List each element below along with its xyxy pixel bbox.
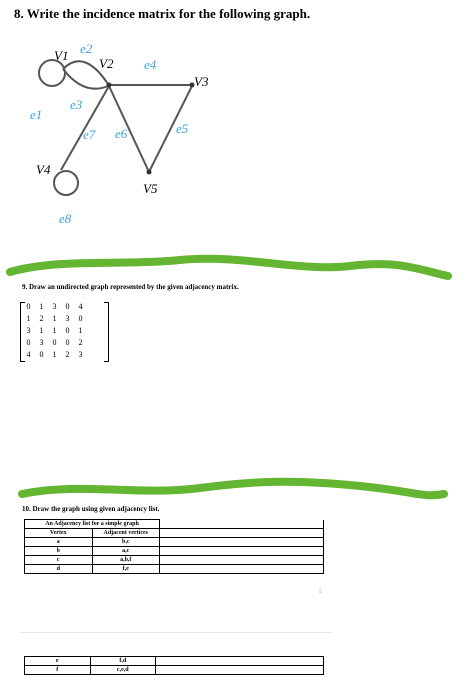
table-caption-row xyxy=(25,520,324,529)
adjacency-list-table xyxy=(24,519,324,574)
edge-label-e7: e7 xyxy=(83,127,96,142)
matrix-cell: 3 xyxy=(26,325,31,335)
matrix-row xyxy=(22,300,108,312)
graph-figure xyxy=(0,0,459,240)
vertex-cell: a xyxy=(25,538,92,546)
edge-label-e6: e6 xyxy=(115,126,128,141)
edge-label-e3: e3 xyxy=(70,97,83,112)
vertex-cell: e xyxy=(25,657,90,665)
table-row xyxy=(25,565,324,574)
matrix-cell: 1 xyxy=(78,325,83,335)
vertex-v5-dot xyxy=(147,170,152,175)
matrix-cell: 1 xyxy=(52,325,57,335)
question-8-title: 8. Write the incidence matrix for the following graph. xyxy=(14,6,311,21)
matrix-cell: 4 xyxy=(26,349,31,359)
adjacent-cell: a,c xyxy=(92,547,159,555)
table-row xyxy=(25,538,324,547)
edge-e1-loop xyxy=(39,60,65,86)
vertex-cell: c xyxy=(25,556,92,564)
matrix-cell: 1 xyxy=(52,349,57,359)
matrix-row xyxy=(22,312,108,324)
edge-label-e2: e2 xyxy=(80,41,93,56)
matrix-cell: 2 xyxy=(78,337,83,347)
matrix-cell: 3 xyxy=(52,301,57,311)
vertex-cell: f xyxy=(25,666,90,674)
vertex-v2-dot xyxy=(107,83,112,88)
adjacent-cell: b,c xyxy=(92,538,159,546)
matrix-bracket-right xyxy=(104,302,109,362)
matrix-cell: 2 xyxy=(39,313,44,323)
edge-e3 xyxy=(63,69,108,89)
question-9-title: 9. Draw an undirected graph represented by the given adjacency matrix. xyxy=(22,283,239,291)
table-row xyxy=(25,547,324,556)
edge-label-e1: e1 xyxy=(30,107,43,122)
matrix-cell: 2 xyxy=(65,349,70,359)
adjacency-list-table-continued xyxy=(24,656,324,675)
matrix-cell: 0 xyxy=(52,337,57,347)
matrix-cell: 1 xyxy=(26,313,31,323)
matrix-cell: 0 xyxy=(78,313,83,323)
matrix-cell: 1 xyxy=(52,313,57,323)
column-header-vertex: Vertex xyxy=(25,529,92,537)
vertex-label-v2: V2 xyxy=(99,56,114,71)
matrix-cell: 0 xyxy=(65,301,70,311)
matrix-cell: 4 xyxy=(78,301,83,311)
matrix-row xyxy=(22,348,108,360)
adjacent-cell: f,e xyxy=(92,565,159,573)
table-row xyxy=(25,657,324,666)
question-10-title: 10. Draw the graph using given adjacency list. xyxy=(22,505,160,513)
matrix-cell: 1 xyxy=(39,301,44,311)
matrix-cell: 0 xyxy=(26,337,31,347)
edge-label-e5: e5 xyxy=(176,121,189,136)
vertex-label-v5: V5 xyxy=(143,181,158,196)
page-mark: 5 xyxy=(319,590,322,595)
column-header-adjacent: Adjacent vertices xyxy=(92,529,159,537)
vertex-cell: d xyxy=(25,565,92,573)
table-caption: An Adjacency list for a simple graph xyxy=(25,520,160,529)
matrix-row xyxy=(22,336,108,348)
vertex-cell: b xyxy=(25,547,92,555)
adjacent-cell: f,d xyxy=(90,657,155,665)
adjacency-matrix xyxy=(22,300,108,362)
matrix-cell: 0 xyxy=(65,325,70,335)
vertex-label-v1: V1 xyxy=(54,48,69,63)
matrix-cell: 0 xyxy=(65,337,70,347)
adjacent-cell: a,b,f xyxy=(92,556,159,564)
matrix-cell: 0 xyxy=(39,349,44,359)
vertex-label-v3: V3 xyxy=(194,74,209,89)
matrix-cell: 3 xyxy=(65,313,70,323)
table-row xyxy=(25,666,324,675)
adjacent-cell: c,e,d xyxy=(90,666,155,674)
edge-label-e8: e8 xyxy=(59,211,72,226)
table-row xyxy=(25,556,324,565)
matrix-cell: 3 xyxy=(39,337,44,347)
table-header-row xyxy=(25,529,324,538)
edge-e8-loop xyxy=(54,171,78,195)
edge-label-e4: e4 xyxy=(144,57,157,72)
matrix-cell: 1 xyxy=(39,325,44,335)
matrix-cell: 3 xyxy=(78,349,83,359)
divider xyxy=(20,632,332,633)
matrix-row xyxy=(22,324,108,336)
matrix-cell: 0 xyxy=(26,301,31,311)
vertex-label-v4: V4 xyxy=(36,162,51,177)
